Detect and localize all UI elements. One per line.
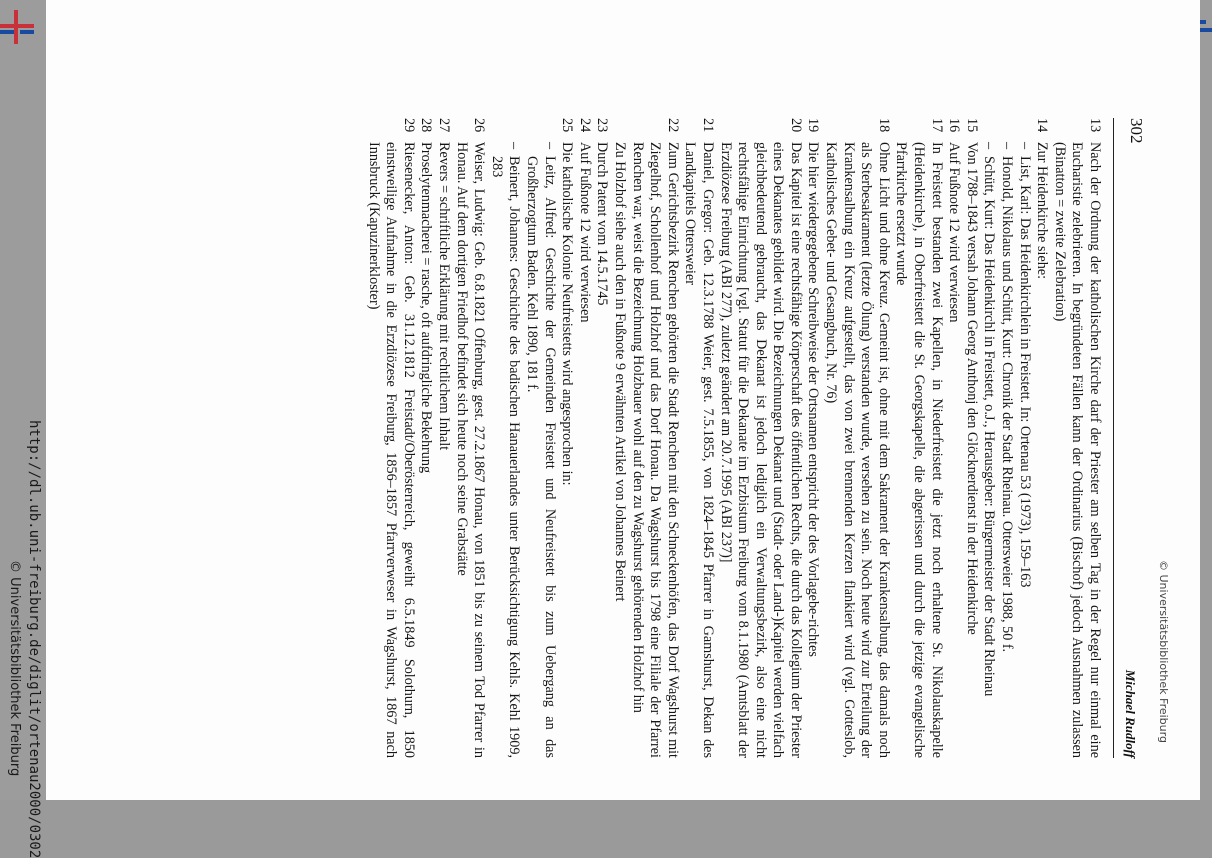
dash-marker: – (999, 142, 1016, 150)
footnote-text: Daniel, Gregor: Geb. 12.3.1788 Weier, gest. 7.5.1855, von 1824–1845 Pfarrer in Gamshurst, Dekan des Landkapitels Ottersweier (682, 142, 716, 758)
footnote-text: Das Kapitel ist eine rechtsfähige Körperschaft des öffentlichen Rechts, die durch das Kollegium der Priester eines Dekanates gebildet wird. Die Bezeichnungen Dekanat und (Stadt- oder Land-)Kapitel werden vielfach gleichbedeutend gebraucht, das Dekanat ist jedoch lediglich ein Verwaltungsbezirk, also eine nicht rechtsfähige Einrichtung [vgl. Statut für die Dekanate im Erzbistum Freiburg vom 8.1.1980 (Amtsblatt der Erzdiözese Freiburg (ABl 277), zuletzt geändert am 20.7.1995 (ABl 237)] (717, 142, 804, 758)
footnote-number: 29 (400, 118, 417, 133)
footnote-number: 28 (418, 118, 435, 133)
right-margin (1200, 0, 1212, 800)
footnote-number: 15 (963, 118, 980, 133)
footnote-text: In Freistett bestanden zwei Kapellen, in Niederfreistett die jetzt noch erhaltene St. Nikolauskapelle (Heidenkirche), in Oberfreistett die St. Georgskapelle, die abgerissen und durch die jetzige evangelische Pfarrkirche ersetzt wurde (893, 142, 945, 758)
footnote-number: 20 (787, 118, 804, 133)
footnote-text: Die hier wiedergegebene Schreibweise der Ortsnamen entspricht der des Vorlagebe-richtes (805, 142, 822, 657)
dash-marker: – (506, 142, 523, 150)
author-name: Michael Rudloff (1123, 669, 1138, 758)
footnote-number: 17 (928, 118, 945, 133)
footnote-number: 24 (576, 118, 593, 133)
footnote-number: 27 (436, 118, 453, 133)
footnote-number: 22 (664, 118, 681, 133)
footnote-text: Durch Patent vom 14.5.1745 (594, 142, 611, 306)
footnote-text: Zum Gerichtsbezirk Renchen gehörten die Stadt Renchen mit den Schneckenhöfen, das Dorf Wagshurst mit Ziegelhof, Schollenhof und Holzhof und das Dorf Honau. Da Wagshurst bis 1798 eine Filiale der Pfarrei Renchen war, weist die Bezeichnung Holzbauer wohl auf den zu Wagshurst gehörenden Holzhof hin (629, 142, 681, 758)
footnotes-block (364, 118, 1146, 758)
footnote (1050, 118, 1103, 758)
url-strip (4, 0, 44, 858)
footnote-text: Nach der Ordnung der katholischen Kirche darf der Priester am selben Tag in der Regel nur einmal eine Eucharistie zelebrieren. In begründeten Fällen kann der Ordinarius (Bischof) jedoch Ausnahmen zulassen (Binatton = zweite Zelebration) (1051, 142, 1103, 758)
footnote (716, 118, 804, 758)
footnote-number: 21 (699, 118, 716, 133)
page-number: 302 (1127, 118, 1146, 144)
copyright-line: © Universitätsbibliothek Freiburg (7, 560, 22, 777)
footnote (452, 118, 487, 758)
clipped-page-header: © Universitätsbibliothek Freiburg (1157, 560, 1170, 743)
footnote-text: Revers = schriftliche Erklärung mit rechtlichem Inhalt (436, 142, 453, 451)
footnote-text: Proselytenmacherei = rasche, oft aufdringliche Bekehrung (418, 142, 435, 474)
footnote-subitem (997, 118, 1015, 758)
footnote (822, 118, 892, 758)
footnote-subitem (487, 118, 522, 758)
footnote-subitem-text: Beinert, Johannes: Geschichte des badischen Hanauerlandes unter Berücksichtigung Kehls. Kehl 1909, 283 (488, 156, 523, 758)
footnote-number (610, 118, 628, 142)
footnote-text: Auf Fußnote 12 wird verwiesen (946, 142, 963, 323)
footnote-number: 25 (559, 118, 576, 133)
footnote (610, 118, 628, 758)
footnote-number: 16 (946, 118, 963, 133)
footnote-text: Zur Heidenkirche siehe: (1034, 142, 1051, 280)
footnote (962, 118, 980, 758)
dash-marker: – (1016, 142, 1033, 150)
footnote-number: 13 (1087, 118, 1103, 133)
footnote (593, 118, 611, 758)
footnote-text: Auf Fußnote 12 wird verwiesen (576, 142, 593, 323)
footnote (892, 118, 945, 758)
footnote (364, 118, 417, 758)
footnote (434, 118, 452, 758)
footnote-text: Von 1788–1843 versah Johann Georg Anthonj den Glöcknerdienst in der Heidenkirche (963, 142, 980, 635)
rotated-content (126, 0, 1146, 800)
footnote-number: 14 (1034, 118, 1051, 133)
footnote (628, 118, 681, 758)
footnote (1033, 118, 1051, 758)
footnote-text: Weiser, Ludwig: Geb. 6.8.1821 Offenburg, gest. 27.2.1867 Honau, von 1851 bis zu seinem Tod Pfarrer in Honau. Auf dem dortigen Friedhof befindet sich heute noch seine Grabstätte (453, 142, 488, 758)
footnote (681, 118, 716, 758)
footnote-text: Die katholische Kolonie Neufreistetts wird angesprochen in: (559, 142, 576, 486)
footnote-text: Zu Holzhof siehe auch den in Fußnote 9 erwähnten Artikel von Johannes Beinert (611, 142, 628, 602)
footnote-subitem (980, 118, 998, 758)
footnote-number: 26 (471, 118, 488, 133)
footnote-number: 18 (875, 118, 892, 133)
footnote (575, 118, 593, 758)
footnote-text: Ohne Licht und ohne Kreuz. Gemeint ist, ohne mit dem Sakrament der Krankensalbung, das damals noch als Sterbesakrament (letzte Ölung) verstanden wurde, versehen zu sein. Noch heute wird zur Erteilung der Krankensalbung ein Kreuz aufgestellt, das von zwei brennenden Kerzen flankiert wird (vgl. Gotteslob, Katholisches Gebet- und Gesangbuch, Nr. 76) (823, 142, 892, 758)
footnote-number: 23 (594, 118, 611, 133)
dash-marker: – (541, 142, 558, 150)
document-page (46, 0, 1200, 800)
footnote-number: 19 (805, 118, 822, 133)
footnote-text: Riesenecker, Anton: Geb. 31.12.1812 Freistadt/Oberösterreich, geweiht 6.5.1849 Solothurn, 1850 einstweilige Aufnahme in die Erzdiözese Freiburg, 1856–1857 Pfarrverweser in Wagshurst, 1867 nach Innsbruck (Kapuzinerkloster) (365, 142, 417, 758)
footnote-subitem (522, 118, 557, 758)
dash-marker: – (981, 142, 998, 150)
document-url[interactable]: http://dl.ub.uni-freiburg.de/diglit/ortenau2000/0302 (26, 420, 42, 858)
footnote-subitem (1015, 118, 1033, 758)
footnote (558, 118, 576, 758)
footnote-subitem-text: Leitz, Alfred: Geschichte der Gemeinden Freistett und Neufreistett bis zum Uebergang an das Großherzogtum Baden. Kehl 1890, 181 f. (524, 156, 558, 758)
footnote (417, 118, 435, 758)
footnote (945, 118, 963, 758)
footnote (804, 118, 822, 758)
page-header (1114, 118, 1146, 758)
footnote-subitem-text: List, Karl: Das Heidenkirchlein in Freistett. In: Ortenau 53 (1973), 159–163 (1016, 156, 1033, 588)
library-logo-icon-right (1200, 20, 1212, 40)
footnote-subitem-text: Schütt, Kurt: Das Heidenkirchl in Freistett, o.J., Herausgeber: Bürgermeister der Stadt Rheinau (981, 156, 998, 697)
footnote-subitem-text: Honold, Nikolaus und Schütt, Kurt: Chronik der Stadt Rheinau. Ottersweier 1988, 50 f. (999, 156, 1016, 653)
